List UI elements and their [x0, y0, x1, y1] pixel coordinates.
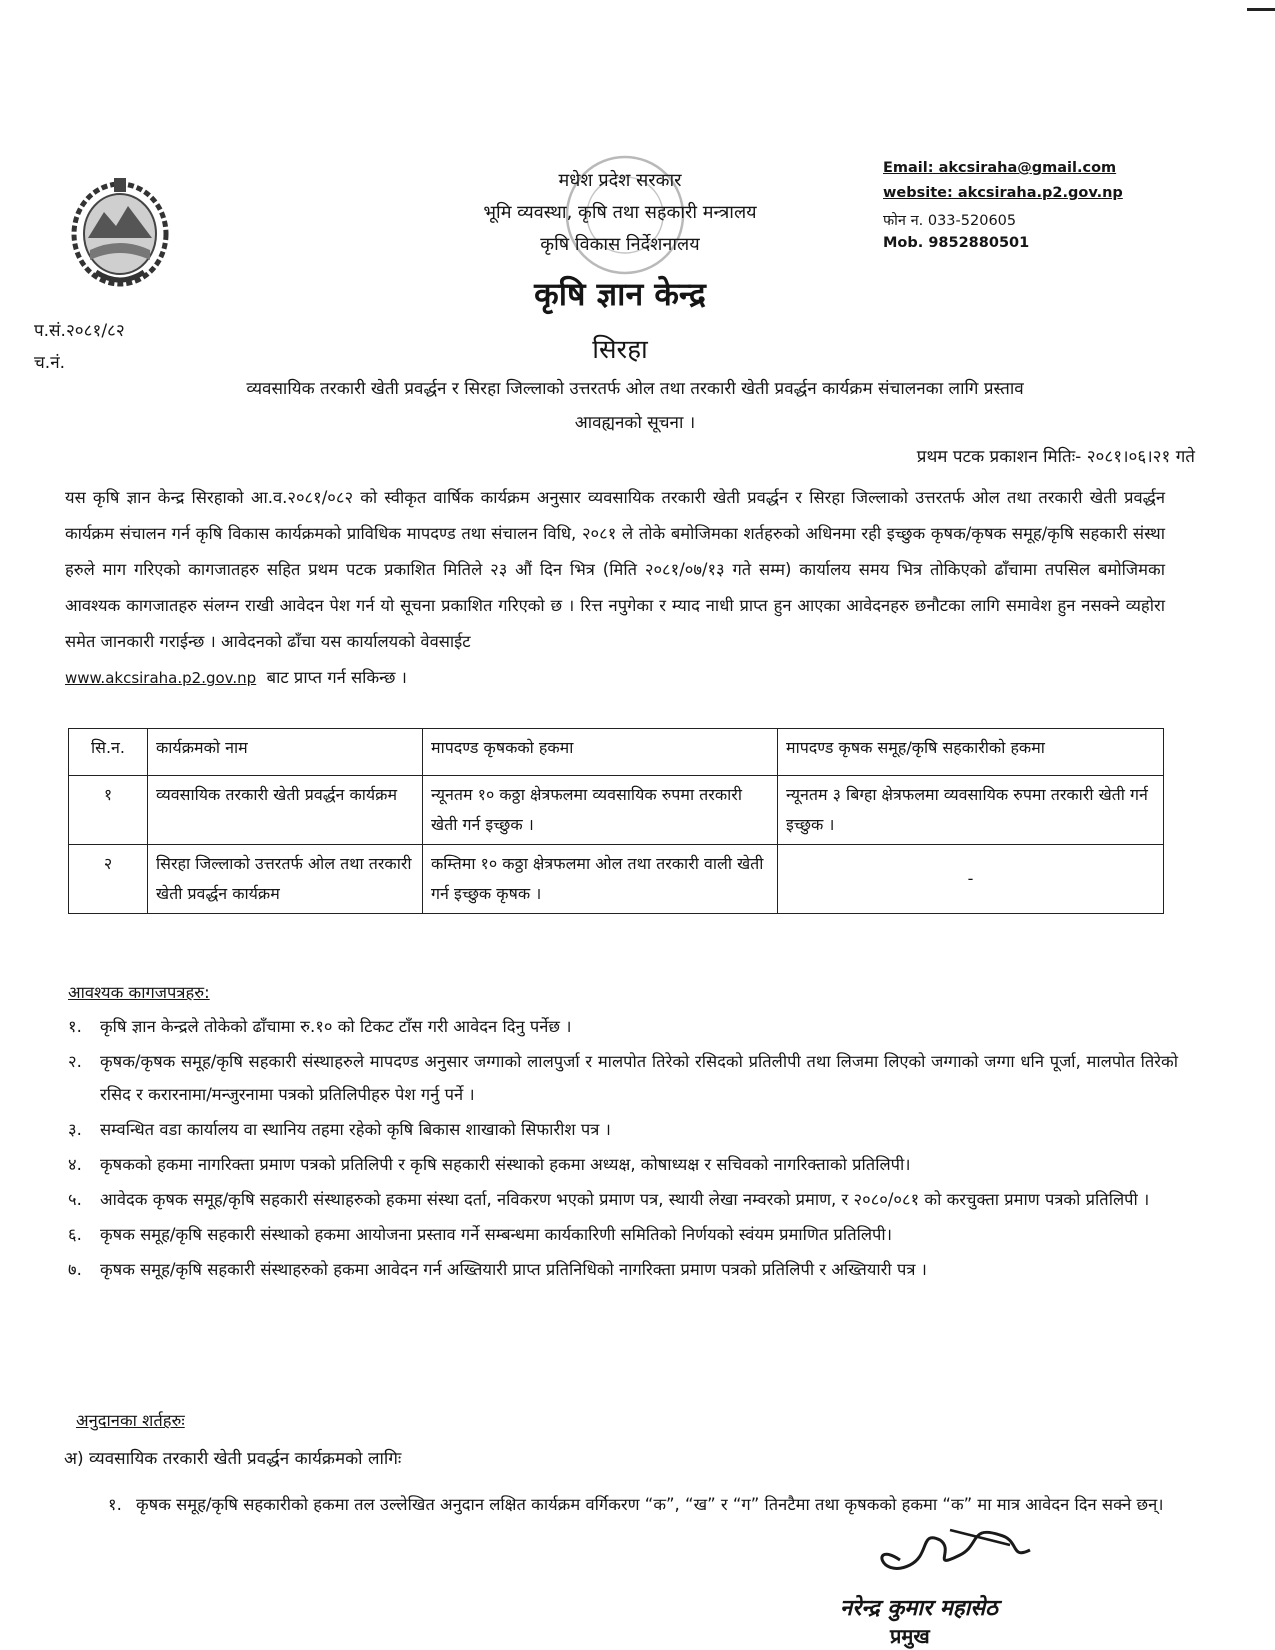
contact-block [883, 160, 1123, 260]
item-text: कृषक समूह/कृषि सहकारी संस्थाहरुको हकमा आवेदन गर्न अख्तियारी प्राप्त प्रतिनिधिको नागरिक्ता प्रमाण पत्रको प्रतिलिपी र अख्तियारी पत्र । [100, 1260, 927, 1279]
item-number: ७. [68, 1260, 82, 1279]
notice-title-line-1: व्यवसायिक तरकारी खेती प्रवर्द्धन र सिरहा जिल्लाको उत्तरतर्फ ओल तथा तरकारी खेती प्रवर्द्धन कार्यक्रम संचालनका लागि प्रस्ताव [246, 379, 1024, 399]
item-text: कृषक समूह/कृषि सहकारीको हकमा तल उल्लेखित अनुदान लक्षित कार्यक्रम वर्गिकरण “क”, “ख” र “ग” तिनटैमा तथा कृषकको हकमा “क” मा मात्र आवेदन दिन सक्ने छन्। [136, 1495, 1164, 1514]
item-number: १. [68, 1017, 82, 1036]
handwritten-signature [860, 1510, 1040, 1590]
website-link[interactable]: www.akcsiraha.p2.gov.np [65, 669, 257, 687]
list-item [68, 1253, 1178, 1286]
signatory-name: नरेन्द्र कुमार महासेठ [840, 1596, 998, 1621]
contact-mobile: Mob. 9852880501 [883, 235, 1030, 251]
table-cell: न्यूनतम १० कठ्ठा क्षेत्रफलमा व्यवसायिक रुपमा तरकारी खेती गर्न इच्छुक । [423, 776, 778, 845]
scan-edge-mark [1247, 8, 1275, 11]
table-cell: २ [69, 845, 148, 914]
table-cell: - [778, 845, 1164, 914]
list-item [68, 1113, 1178, 1146]
table-row [69, 845, 1164, 914]
requirements-list [68, 1010, 1178, 1288]
item-text: कृषि ज्ञान केन्द्रले तोकेको ढाँचामा रु.१० को टिकट टाँस गरी आवेदन दिनु पर्नेछ । [100, 1017, 572, 1036]
table-cell: न्यूनतम ३ बिग्हा क्षेत्रफलमा व्यवसायिक रुपमा तरकारी खेती गर्न इच्छुक । [778, 776, 1164, 845]
dispatch-number: च.नं. [34, 353, 66, 373]
item-number: २. [68, 1052, 82, 1071]
table-cell: व्यवसायिक तरकारी खेती प्रवर्द्धन कार्यक्रम [148, 776, 423, 845]
notice-body-end: बाट प्राप्त गर्न सकिन्छ । [266, 668, 407, 687]
list-item [68, 1045, 1178, 1111]
item-text: कृषकको हकमा नागरिक्ता प्रमाण पत्रको प्रतिलिपी र कृषि सहकारी संस्थाको हकमा अध्यक्ष, कोषाध्यक्ष र सचिवको नागरिक्ताको प्रतिलिपी। [100, 1155, 911, 1174]
notice-body-text: यस कृषि ज्ञान केन्द्र सिरहाको आ.व.२०८१/०८२ को स्वीकृत वार्षिक कार्यक्रम अनुसार व्यवसायिक तरकारी खेती प्रवर्द्धन र सिरहा जिल्लाको उत्तरतर्फ ओल तथा तरकारी खेती प्रवर्द्धन कार्यक्रम संचालन गर्न कृषि विकास कार्यक्रमको प्राविधिक मापदण्ड तथा संचालन विधि, २०८१ ले तोके बमोजिमका शर्तहरुको अधिनमा रही इच्छुक कृषक/कृषक समूह/कृषि सहकारी संस्था हरुले माग गरिएको कागजातहरु सहित प्रथम पटक प्रकाशित मितिले २३ औं दिन भित्र (मिति २०८१/०७/१३ गते सम्म) कार्यालय समय भित्र तोकिएको ढाँचामा तपसिल बमोजिमका आवश्यक कागजातहरु संलग्न राखी आवेदन पेश गर्न यो सूचना प्रकाशित गरिएको छ । रित्त नपुगेका र म्याद नाधी प्राप्त हुन आएका आवेदनहरु छनौटका लागि समावेश हुन नसक्ने व्यहोरा समेत जानकारी गराईन्छ । आवेदनको ढाँचा यस कार्यालयको वेवसाईट [65, 488, 1165, 651]
item-text: सम्वन्धित वडा कार्यालय वा स्थानिय तहमा रहेको कृषि बिकास शाखाको सिफारीश पत्र । [100, 1120, 611, 1139]
item-text: कृषक समूह/कृषि सहकारी संस्थाको हकमा आयोजना प्रस्ताव गर्ने सम्बन्धमा कार्यकारिणी समितिको निर्णयको स्वंयम प्रमाणित प्रतिलिपी। [100, 1225, 892, 1244]
nepal-emblem-icon [66, 172, 174, 290]
table-cell: कम्तिमा १० कठ्ठा क्षेत्रफलमा ओल तथा तरकारी वाली खेती गर्न इच्छुक कृषक । [423, 845, 778, 914]
office-district: सिरहा [592, 335, 648, 365]
notice-title [60, 372, 1210, 440]
publication-date: प्रथम पटक प्रकाशन मितिः- २०८१।०६।२१ गते [916, 447, 1195, 467]
list-item [68, 1148, 1178, 1181]
item-number: ६. [68, 1225, 82, 1244]
list-item [68, 1218, 1178, 1251]
table-row [69, 776, 1164, 845]
list-item [68, 1183, 1178, 1216]
item-text: कृषक/कृषक समूह/कृषि सहकारी संस्थाहरुले मापदण्ड अनुसार जग्गाको लालपुर्जा र मालपोत तिरेको रसिदको प्रतिलीपी तथा लिजमा लिएको जग्गाको जग्गा धनि पूर्जा, मालपोत तिरेको रसिद र करारनामा/मन्जुरनामा पत्रको प्रतिलिपीहरु पेश गर्नु पर्ने । [100, 1052, 1178, 1104]
item-number: १. [108, 1495, 122, 1514]
contact-website: website: akcsiraha.p2.gov.np [883, 185, 1123, 201]
notice-body [65, 480, 1165, 696]
item-number: ४. [68, 1155, 82, 1174]
item-number: ५. [68, 1190, 82, 1209]
office-title: कृषि ज्ञान केन्द्र [534, 275, 706, 313]
table-header: मापदण्ड कृषक समूह/कृषि सहकारीको हकमा [778, 729, 1164, 776]
directorate-name: कृषि विकास निर्देशनालय [540, 234, 700, 255]
grant-conditions-heading: अनुदानका शर्तहरुः [76, 1411, 185, 1430]
program-criteria-table [68, 728, 1164, 914]
signatory-title: प्रमुख [890, 1624, 930, 1648]
contact-email: Email: akcsiraha@gmail.com [883, 160, 1117, 176]
requirements-heading: आवश्यक कागजपत्रहरु: [68, 983, 210, 1002]
table-header-row [69, 729, 1164, 776]
notice-title-line-2: आवह्यनको सूचना । [574, 413, 696, 433]
letter-number: प.सं.२०८१/८२ [34, 321, 125, 341]
grant-subsection-a: अ) व्यवसायिक तरकारी खेती प्रवर्द्धन कार्यक्रमको लागिः [64, 1449, 402, 1469]
item-number: ३. [68, 1120, 82, 1139]
contact-phone: फोन न. 033-520605 [883, 213, 1017, 229]
table-cell: १ [69, 776, 148, 845]
list-item [68, 1010, 1178, 1043]
item-text: आवेदक कृषक समूह/कृषि सहकारी संस्थाहरुको हकमा संस्था दर्ता, नविकरण भएको प्रमाण पत्र, स्थायी लेखा नम्वरको प्रमाण, र २०८०/०८१ को करचुक्ता प्रमाण पत्रको प्रतिलिपी । [100, 1190, 1150, 1209]
government-name: मधेश प्रदेश सरकार [558, 170, 682, 191]
ministry-name: भूमि व्यवस्था, कृषि तथा सहकारी मन्त्रालय [483, 202, 757, 223]
table-header: मापदण्ड कृषकको हकमा [423, 729, 778, 776]
table-header: कार्यक्रमको नाम [148, 729, 423, 776]
table-header: सि.न. [69, 729, 148, 776]
table-cell: सिरहा जिल्लाको उत्तरतर्फ ओल तथा तरकारी खेती प्रवर्द्धन कार्यक्रम [148, 845, 423, 914]
